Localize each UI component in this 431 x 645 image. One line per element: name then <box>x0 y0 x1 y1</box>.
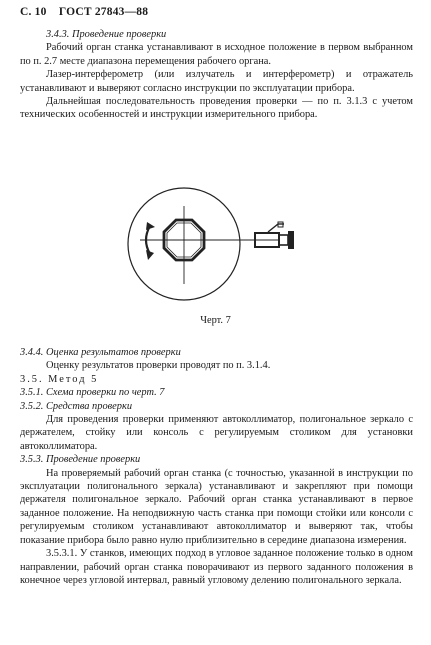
figure-caption: Черт. 7 <box>200 315 231 326</box>
paragraph: Оценку результатов проверки проводят по п. 3.1.4. <box>46 360 271 372</box>
paragraph: Лазер-интерферометр (или излучатель и интерферометр) и отражатель устанавливают и выверяют согласно инструкции по эксплуатации прибора. <box>20 69 413 94</box>
center-cross <box>140 206 255 284</box>
rotation-arrow <box>146 222 155 260</box>
section-title: 3.4.4. Оценка результатов проверки <box>20 347 181 358</box>
page-header <box>20 6 148 18</box>
section-3-4-4 <box>20 346 413 587</box>
section-title: 3.4.3. Проведение проверки <box>46 29 167 40</box>
method-title: 3.5. Метод 5 <box>20 373 99 385</box>
section-title: 3.5.3. Проведение проверки <box>20 454 141 466</box>
section-3-4-3 <box>20 28 413 122</box>
paragraph: Дальнейшая последовательность проведения проверки — по п. 3.1.3 с учетом технических особенностей и инструкции измерительного прибора. <box>20 96 413 121</box>
tools-title: 3.5.2. Средства проверки <box>20 400 133 412</box>
paragraph: Рабочий орган станка устанавливают в исходное положение в первом выбранном по п. 2.7 месте диапазона перемещения рабочего органа. <box>20 42 413 67</box>
figure-diagram <box>120 186 320 306</box>
standard-number: ГОСТ 27843—88 <box>58 6 149 18</box>
paragraph: 3.5.3.1. У станков, имеющих подход в угловое заданное положение только в одном направлении, рабочий орган станка поворачивают из первого заданного положения в конечное через угловой интервал, равный угловому делению полигонального зеркала. <box>20 548 413 586</box>
page-number: С. 10 <box>20 6 47 18</box>
autocollimator <box>255 222 294 249</box>
paragraph: На проверяемый рабочий орган станка (с точностью, указанной в инструкции по эксплуатации полигонального зеркала) устанавливают и закрепляют при помощи держателя полигональное зеркало. Рабочий орган станка устанавливают в первое заданное положение. На неподвижную часть станка при помощи стойки или консоли с регулируемым столиком устанавливают автоколлиматор и выверяют так, чтобы показание прибора было равно нулю приблизительно в середине диапазона измерения. <box>20 467 413 546</box>
scheme-line: 3.5.1. Схема проверки по черт. 7 <box>20 387 165 399</box>
paragraph: Для проведения проверки применяют автоколлиматор, полигональное зеркало с держателем, стойку или консоль с регулируемым столиком для установки автоколлиматора. <box>20 414 413 452</box>
